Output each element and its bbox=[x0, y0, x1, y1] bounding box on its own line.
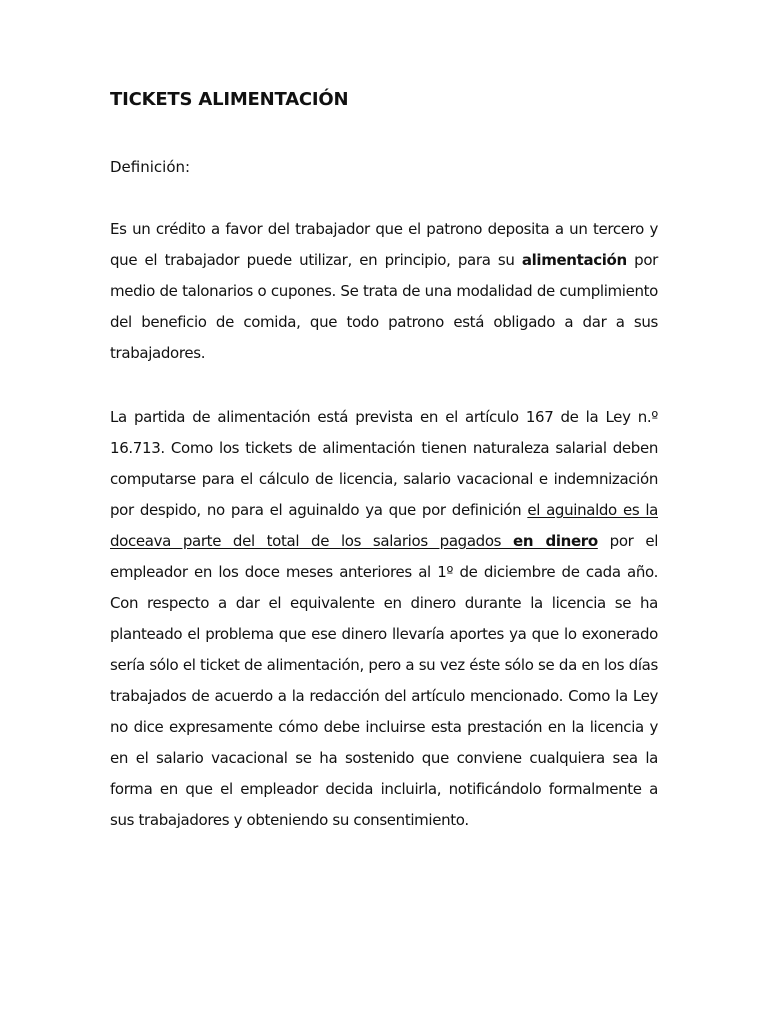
definition-heading: Definición: bbox=[110, 158, 191, 176]
paragraph-legal bbox=[110, 402, 658, 836]
paragraph-text: por medio de talonarios o cupones. Se trata de una modalidad de cumplimiento del beneficio de comida, que todo patrono está obligado a dar a sus trabajadores. bbox=[110, 251, 658, 362]
bold-term: alimentación bbox=[521, 251, 627, 269]
underlined-bold-term: en dinero bbox=[513, 532, 598, 550]
paragraph-text: por el empleador en los doce meses anteriores al 1º de diciembre de cada año. Con respecto a dar el equivalente en dinero durante la licencia se ha planteado el problema que ese dinero llevaría aportes ya que lo exonerado sería sólo el ticket de alimentación, pero a su vez éste sólo se da en los días trabajados de acuerdo a la redacción del artículo mencionado. Como la Ley no dice expresamente cómo debe incluirse esta prestación en la licencia y en el salario vacacional se ha sostenido que conviene cualquiera sea la forma en que el empleador decida incluirla, notificándolo formalmente a sus trabajadores y obteniendo su consentimiento. bbox=[110, 532, 659, 829]
document-title: TICKETS ALIMENTACIÓN bbox=[110, 89, 349, 110]
paragraph-text: La partida de alimentación está prevista en el artículo 167 de la Ley n.º 16.713. Como los tickets de alimentación tienen naturaleza salarial deben computarse para el cálculo de licencia, salario vacacional e indemnización por despido, no para el aguinaldo ya que por definición bbox=[110, 408, 658, 519]
paragraph-text: Es un crédito a favor del trabajador que el patrono deposita a un tercero y que el trabajador puede utilizar, en principio, para su bbox=[110, 220, 658, 269]
paragraph-definition bbox=[110, 214, 658, 369]
underlined-definition: el aguinaldo es la doceava parte del total de los salarios pagados bbox=[110, 501, 658, 550]
